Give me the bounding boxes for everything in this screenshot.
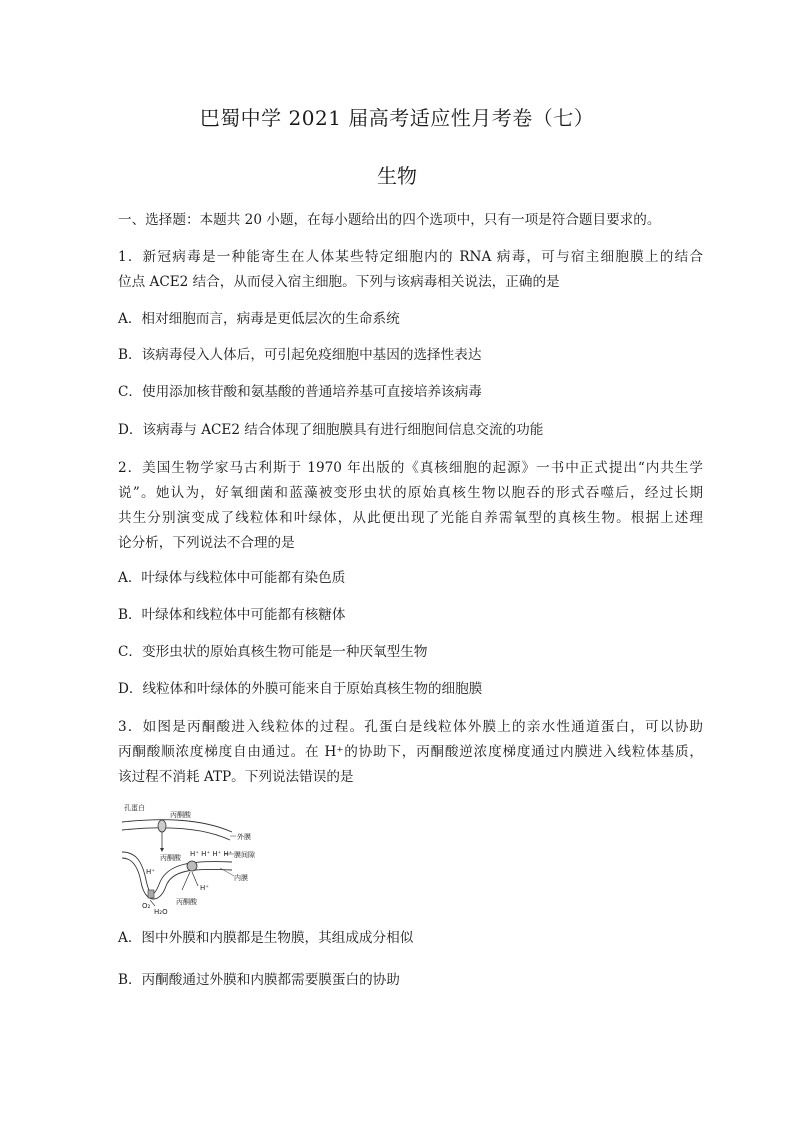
page-title: 巴蜀中学 2021 届高考适应性月考卷（七） [199, 106, 595, 130]
label-pyruvate-mid: 丙酮酸 [160, 854, 181, 862]
subject-heading: 生物 [377, 164, 417, 188]
q2-option-a: A．叶绿体与线粒体中可能都有染色质 [118, 570, 346, 586]
porin-arrowhead [160, 848, 164, 852]
membrane-diagram [120, 800, 270, 920]
q1-stem-line-1: 1．新冠病毒是一种能寄生在人体某些特定细胞内的 RNA 病毒，可与宿主细胞膜上的结合 [118, 249, 703, 265]
q3-stem-line-1: 3．如图是丙酮酸进入线粒体的过程。孔蛋白是线粒体外膜上的亲水性通道蛋白，可以协助 [118, 719, 703, 735]
label-h-left: H⁺ [146, 868, 155, 876]
label-h-ions: H⁺ H⁺ H⁺ H⁺ [190, 850, 233, 858]
q1-option-a: A．相对细胞而言，病毒是更低层次的生命系统 [118, 311, 400, 327]
q3-option-a: A．图中外膜和内膜都是生物膜，其组成成分相似 [118, 930, 414, 946]
label-inner-membrane: 内膜 [234, 874, 248, 882]
q2-option-c: C．变形虫状的原始真核生物可能是一种厌氧型生物 [118, 644, 428, 660]
label-h-right: H⁺ [200, 884, 209, 892]
label-pyruvate-bottom: 丙酮酸 [176, 898, 197, 906]
q2-stem-line-2: 说”。她认为，好氧细菌和蓝藻被变形虫状的原始真核生物以胞吞的形式吞噬后，经过长期 [118, 485, 703, 501]
q1-stem-line-2: 位点 ACE2 结合，从而侵入宿主细胞。下列与该病毒相关说法，正确的是 [118, 274, 560, 290]
outer-membrane-line-2 [122, 828, 230, 840]
label-h2o: H₂O [154, 908, 168, 916]
inner-complex [148, 890, 154, 898]
q1-option-c: C．使用添加核苷酸和氨基酸的普通培养基可直接培养该病毒 [118, 384, 482, 400]
outer-membrane-line-1 [122, 820, 232, 832]
h-arrow [192, 872, 198, 886]
inner-transporter [187, 861, 197, 871]
label-intermembrane-space: 膜间隙 [234, 851, 255, 859]
q1-option-b: B．该病毒侵入人体后，可引起免疫细胞中基因的选择性表达 [118, 347, 482, 363]
inner-membrane-line-2 [122, 858, 232, 899]
q2-option-b: B．叶绿体和线粒体中可能都有核糖体 [118, 607, 346, 623]
porin-protein [158, 820, 166, 832]
label-o2: O₂ [142, 902, 151, 910]
q2-stem-line-4: 论分析，下列说法不合理的是 [118, 535, 295, 551]
label-porin: 孔蛋白 [124, 804, 145, 812]
q1-option-d: D．该病毒与 ACE2 结合体现了细胞膜具有进行细胞间信息交流的功能 [118, 422, 544, 438]
label-outer-membrane: 外膜 [237, 833, 251, 841]
q2-stem-line-3: 共生分别演变成了线粒体和叶绿体，从此便出现了光能自养需氧型的真核生物。根据上述理 [118, 510, 703, 526]
label-pyruvate-top: 丙酮酸 [170, 811, 191, 819]
section-intro: 一、选择题：本题共 20 小题，在每小题给出的四个选项中，只有一项是符合题目要求的。 [118, 212, 661, 228]
q3-stem-line-2: 丙酮酸顺浓度梯度自由通过。在 H⁺的协助下，丙酮酸逆浓度梯度通过内膜进入线粒体基质， [118, 744, 703, 760]
q3-option-b: B．丙酮酸通过外膜和内膜都需要膜蛋白的协助 [118, 972, 400, 988]
inner-label-line [220, 868, 234, 876]
q2-option-d: D．线粒体和叶绿体的外膜可能来自于原始真核生物的细胞膜 [118, 681, 483, 697]
q2-stem-line-1: 2．美国生物学家马古利斯于 1970 年出版的《真核细胞的起源》一书中正式提出“内共生学 [118, 460, 703, 476]
mitochondria-membrane-figure [120, 800, 270, 920]
pyruvate-inner-arrow [182, 872, 190, 890]
q3-stem-line-3: 该过程不消耗 ATP。下列说法错误的是 [118, 769, 354, 785]
o2-arrow [150, 900, 155, 906]
